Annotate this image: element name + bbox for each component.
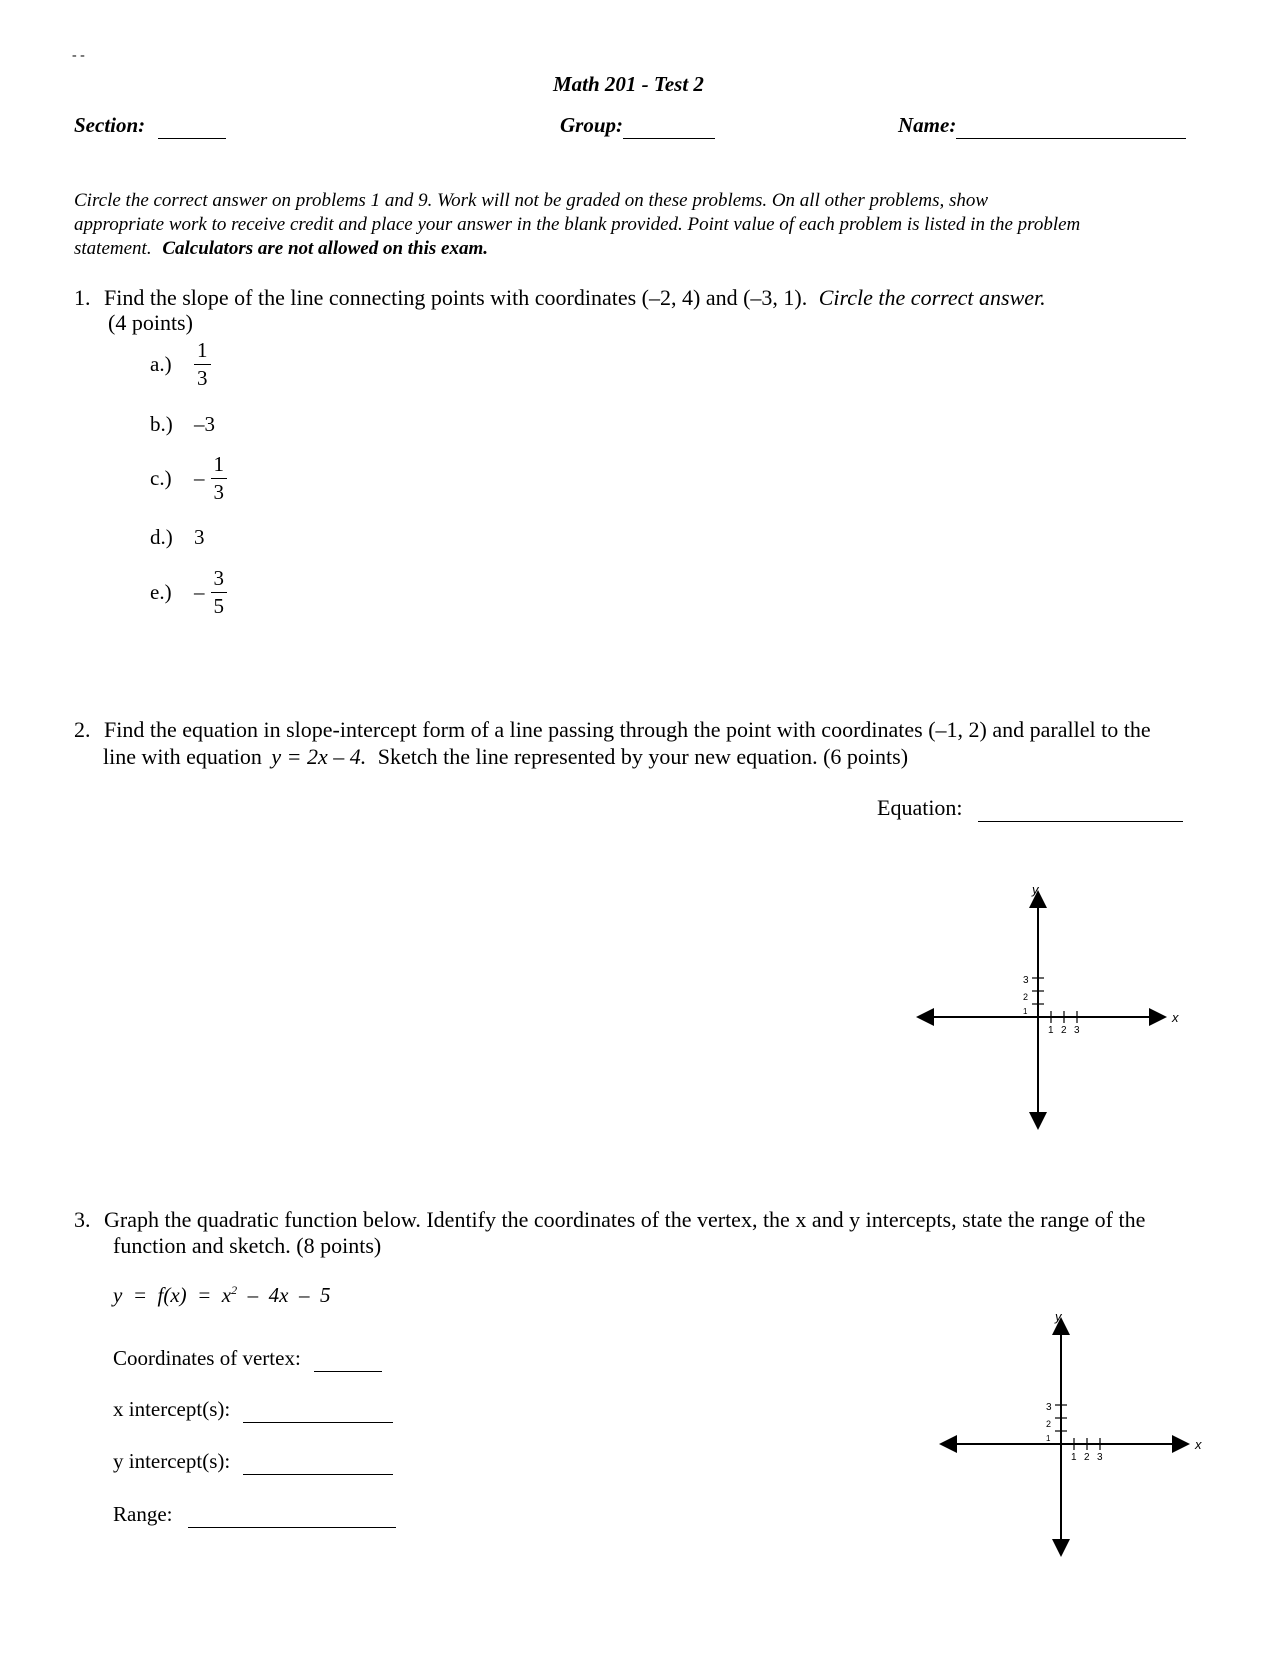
name-blank[interactable] [956, 113, 1186, 139]
group-blank[interactable] [623, 113, 715, 139]
option-c-denominator: 3 [213, 480, 224, 504]
x-tick-label: 2 [1061, 1025, 1067, 1036]
q1-option-d[interactable] [150, 525, 205, 550]
x-axis-left-arrow [916, 1008, 934, 1026]
option-c-sign: – [194, 466, 205, 490]
y-tick-label: 3 [1023, 975, 1029, 986]
x-tick-label: 3 [1074, 1025, 1080, 1036]
q3-line-1 [74, 1207, 1145, 1233]
q2-text: Find the equation in slope-intercept form of a line passing through the point with coordinates (–1, 2) and parallel to the [104, 717, 1151, 742]
name-field [898, 113, 1186, 139]
x-axis-right-arrow [1172, 1435, 1190, 1453]
y-axis-bottom-arrow [1052, 1539, 1070, 1557]
q3-text: Graph the quadratic function below. Identify the coordinates of the vertex, the x and y intercepts, state the range of the [104, 1207, 1146, 1232]
group-label: Group: [560, 113, 624, 137]
q1-option-a[interactable] [150, 340, 211, 389]
option-a-fraction [194, 340, 211, 389]
q2-line-2 [103, 744, 908, 770]
x-tick-label: 2 [1084, 1452, 1090, 1463]
group-field [560, 113, 715, 139]
option-e-sign: – [194, 580, 205, 604]
y-intercepts-label: y intercept(s): [113, 1449, 231, 1473]
q3-function [113, 1283, 330, 1308]
instructions-line-3 [74, 238, 488, 260]
section-field [74, 113, 226, 139]
vertex-field [113, 1346, 382, 1372]
q2-equation: y = 2x – 4. [271, 744, 367, 769]
instructions-line-2: appropriate work to receive credit and place your answer in the blank provided. Point value of each problem is listed in the problem [74, 214, 1081, 235]
y-tick-label: 1 [1023, 1007, 1028, 1016]
option-e-numerator: 3 [211, 568, 228, 593]
function-rhs: – 4x – 5 [237, 1283, 331, 1307]
option-a-denominator: 3 [197, 366, 208, 390]
q1-emphasis: Circle the correct answer. [818, 285, 1046, 310]
option-d-label: d.) [150, 525, 173, 549]
function-exponent: 2 [231, 1283, 238, 1297]
test-title: Math 201 - Test 2 [553, 72, 704, 96]
vertex-label: Coordinates of vertex: [113, 1346, 301, 1370]
x-axis-label: x [1195, 1437, 1202, 1452]
option-e-label: e.) [150, 580, 172, 604]
option-e-denominator: 5 [213, 594, 224, 618]
y-tick-label: 2 [1046, 1419, 1052, 1429]
section-label: Section: [74, 113, 146, 137]
option-c-label: c.) [150, 466, 172, 490]
x-axis-right-arrow [1149, 1008, 1167, 1026]
option-c-fraction [211, 454, 228, 503]
q2-answer [877, 795, 1183, 822]
equation-label: Equation: [877, 795, 963, 820]
vertex-blank[interactable] [314, 1346, 382, 1372]
q2-coordinate-grid[interactable] [910, 880, 1190, 1140]
y-intercepts-field [113, 1449, 393, 1475]
y-axis-bottom-arrow [1029, 1112, 1047, 1130]
instructions-line-1: Circle the correct answer on problems 1 and 9. Work will not be graded on these problems. On all other problems, show [74, 190, 989, 211]
range-field [113, 1502, 396, 1528]
option-b-label: b.) [150, 412, 173, 436]
function-lhs: y = f(x) = x [113, 1283, 232, 1307]
y-tick-label: 3 [1046, 1402, 1052, 1413]
corner-mark: - - [72, 48, 85, 63]
range-label: Range: [113, 1502, 173, 1526]
q1-text: Find the slope of the line connecting points with coordinates (–2, 4) and (–3, 1). [104, 285, 808, 310]
x-intercepts-blank[interactable] [243, 1397, 393, 1423]
q1-number: 1. [74, 285, 91, 310]
range-blank[interactable] [188, 1502, 396, 1528]
q3-line-2: function and sketch. (8 points) [113, 1233, 382, 1258]
instructions-statement: statement. [74, 238, 152, 259]
q1-line-1 [74, 285, 1046, 311]
option-c-numerator: 1 [211, 454, 228, 479]
x-tick-label: 1 [1048, 1025, 1054, 1036]
y-axis-label: y [1055, 1309, 1062, 1324]
q2-number: 2. [74, 717, 91, 742]
option-a-numerator: 1 [194, 340, 211, 365]
q1-option-e[interactable] [150, 568, 227, 617]
q1-points: (4 points) [108, 310, 193, 335]
x-axis-left-arrow [939, 1435, 957, 1453]
x-axis-label: x [1172, 1010, 1179, 1025]
section-blank[interactable] [158, 113, 226, 139]
option-d-value: 3 [194, 525, 205, 549]
x-intercepts-field [113, 1397, 393, 1423]
q1-option-c[interactable] [150, 454, 227, 503]
q2-line-1 [74, 717, 1151, 743]
x-tick-label: 3 [1097, 1452, 1103, 1463]
y-intercepts-blank[interactable] [243, 1449, 393, 1475]
q2-text-post: Sketch the line represented by your new equation. (6 points) [377, 744, 909, 769]
q2-text-pre: line with equation [103, 744, 262, 769]
y-axis-label: y [1032, 882, 1039, 897]
calculator-warning: Calculators are not allowed on this exam. [162, 238, 489, 259]
option-b-value: –3 [194, 412, 215, 436]
option-e-fraction [211, 568, 228, 617]
x-tick-label: 1 [1071, 1452, 1077, 1463]
name-label: Name: [898, 113, 957, 137]
equation-blank[interactable] [978, 795, 1183, 822]
q3-coordinate-grid[interactable] [933, 1307, 1213, 1567]
q3-number: 3. [74, 1207, 91, 1232]
x-intercepts-label: x intercept(s): [113, 1397, 231, 1421]
y-tick-label: 2 [1023, 992, 1029, 1002]
q1-option-b[interactable] [150, 412, 215, 437]
y-tick-label: 1 [1046, 1434, 1051, 1443]
option-a-label: a.) [150, 352, 172, 376]
